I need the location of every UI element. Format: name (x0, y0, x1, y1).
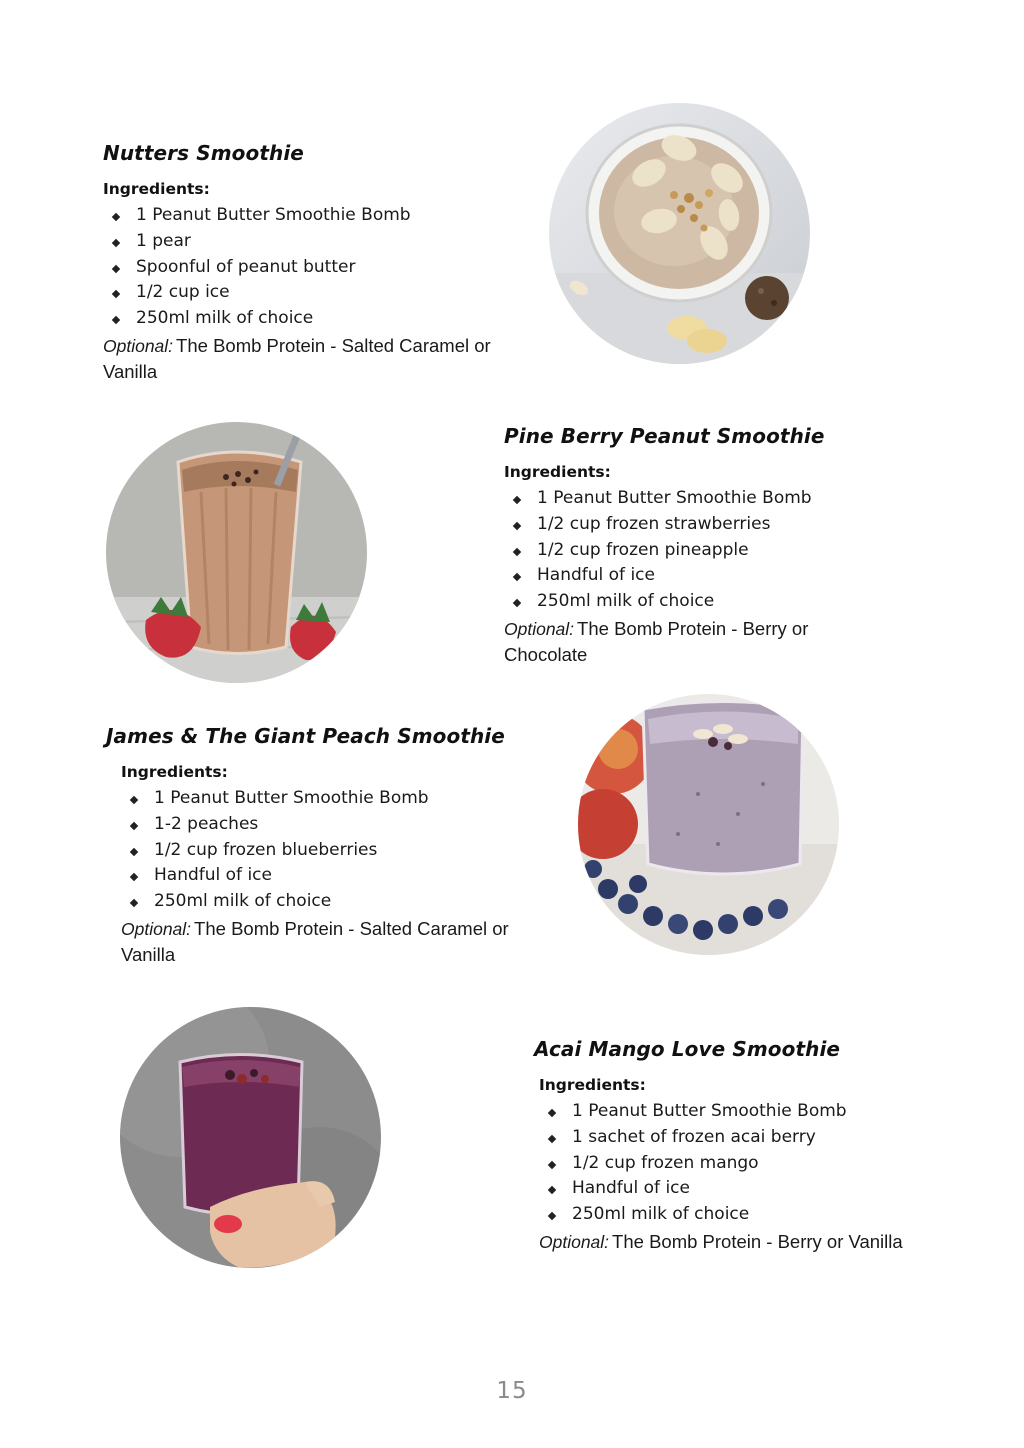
ingredient-item: 1-2 peaches (131, 812, 546, 838)
nutters-smoothie-photo (549, 103, 810, 364)
ingredients-label: Ingredients: (103, 180, 210, 198)
ingredient-item: 1 Peanut Butter Smoothie Bomb (514, 486, 924, 512)
ingredient-item: 250ml milk of choice (514, 589, 924, 615)
bullet-icon (112, 316, 120, 324)
recipe-nutters (103, 141, 533, 385)
bullet-icon (513, 496, 521, 504)
optional-note: Optional: The Bomb Protein - Salted Caramel or Vanilla (103, 334, 491, 382)
ingredient-item: 250ml milk of choice (549, 1202, 964, 1228)
recipe-james-giant-peach (106, 724, 546, 968)
bullet-icon (130, 873, 138, 881)
ingredient-item: 1 sachet of frozen acai berry (549, 1125, 964, 1151)
bullet-icon (130, 899, 138, 907)
ingredient-item: 250ml milk of choice (113, 306, 533, 332)
bullet-icon (112, 290, 120, 298)
bullet-icon (548, 1135, 556, 1143)
bullet-icon (130, 847, 138, 855)
ingredient-list (103, 203, 533, 332)
bullet-icon (130, 822, 138, 830)
ingredients-label: Ingredients: (539, 1076, 646, 1094)
bullet-icon (513, 522, 521, 530)
ingredient-item: Handful of ice (514, 563, 924, 589)
ingredient-list (539, 1099, 964, 1228)
ingredient-list (504, 486, 924, 615)
recipe-title: Acai Mango Love Smoothie (534, 1037, 841, 1061)
bullet-icon (112, 264, 120, 272)
bullet-icon (548, 1109, 556, 1117)
page-number: 15 (496, 1378, 528, 1404)
optional-note: Optional: The Bomb Protein - Berry or Chocolate (504, 617, 809, 665)
ingredient-item: 1 pear (113, 229, 533, 255)
optional-note: Optional: The Bomb Protein - Berry or Vanilla (539, 1230, 903, 1252)
ingredient-item: 1/2 cup ice (113, 280, 533, 306)
ingredient-item: Spoonful of peanut butter (113, 255, 533, 281)
ingredient-item: Handful of ice (131, 863, 546, 889)
ingredients-label: Ingredients: (121, 763, 228, 781)
recipe-pine-berry (504, 424, 924, 668)
bullet-icon (112, 239, 120, 247)
ingredient-item: 1/2 cup frozen strawberries (514, 512, 924, 538)
bullet-icon (513, 573, 521, 581)
ingredient-item: 1 Peanut Butter Smoothie Bomb (131, 786, 546, 812)
bullet-icon (548, 1160, 556, 1168)
recipe-title: Nutters Smoothie (103, 141, 304, 165)
ingredient-item: 250ml milk of choice (131, 889, 546, 915)
peach-smoothie-photo (578, 694, 839, 955)
ingredient-item: 1/2 cup frozen pineapple (514, 538, 924, 564)
ingredient-item: Handful of ice (549, 1176, 964, 1202)
recipe-acai-mango (534, 1037, 964, 1255)
optional-note: Optional: The Bomb Protein - Salted Caramel or Vanilla (121, 917, 509, 965)
ingredient-list (121, 786, 546, 915)
ingredient-item: 1/2 cup frozen mango (549, 1151, 964, 1177)
bullet-icon (548, 1212, 556, 1220)
recipe-title: Pine Berry Peanut Smoothie (504, 424, 825, 448)
ingredient-item: 1 Peanut Butter Smoothie Bomb (549, 1099, 964, 1125)
bullet-icon (112, 213, 120, 221)
bullet-icon (548, 1186, 556, 1194)
bullet-icon (513, 599, 521, 607)
bullet-icon (130, 796, 138, 804)
ingredient-item: 1 Peanut Butter Smoothie Bomb (113, 203, 533, 229)
ingredients-label: Ingredients: (504, 463, 611, 481)
pine-berry-smoothie-photo (106, 422, 367, 683)
recipe-title: James & The Giant Peach Smoothie (106, 724, 505, 748)
ingredient-item: 1/2 cup frozen blueberries (131, 838, 546, 864)
bullet-icon (513, 547, 521, 555)
acai-mango-smoothie-photo (120, 1007, 381, 1268)
